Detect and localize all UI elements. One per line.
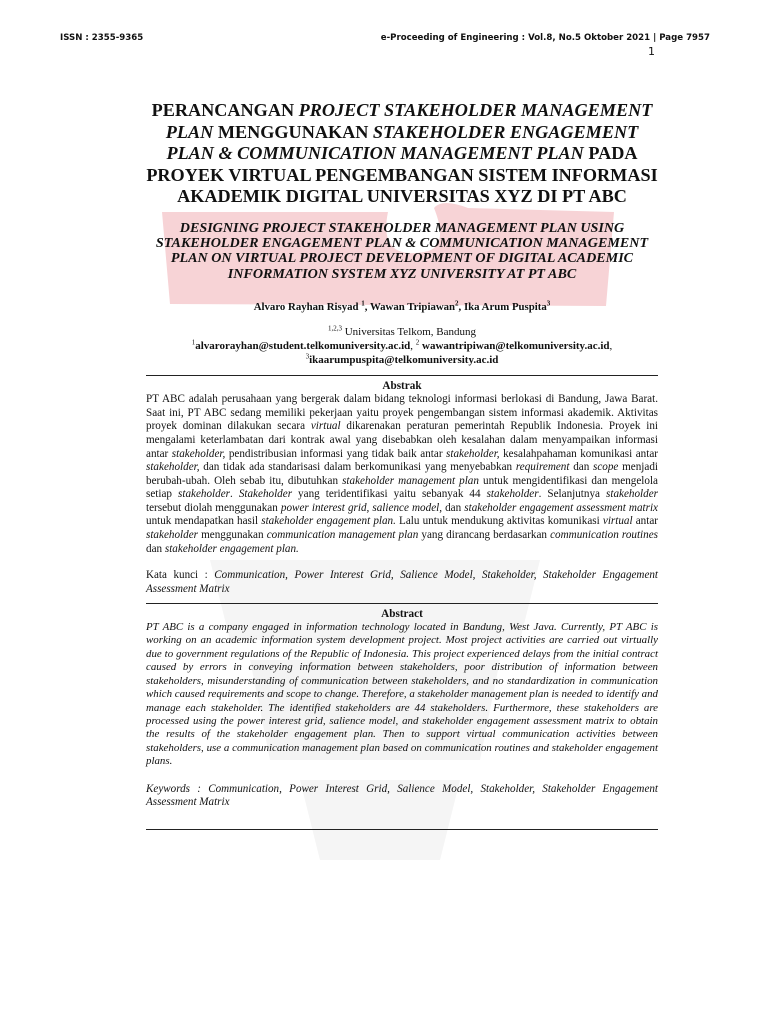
abstract-heading: Abstract xyxy=(381,608,423,621)
divider xyxy=(146,603,658,604)
author-list: Alvaro Rayhan Risyad $^1$, Wawan Tripiawan$^2$, Ika Arum Puspita$^3$ xyxy=(253,299,551,314)
affiliation: $^{1,2,3}$ Universitas Telkom, Bandung xyxy=(327,324,477,339)
issn-label: ISSN : 2355-9365 xyxy=(60,33,144,43)
keywords: Keywords : Communication, Power Interest Grid, Salience Model, Stakeholder, Stakeholder Engagement Assessment Matrix xyxy=(146,782,658,808)
paper-body xyxy=(146,100,658,830)
abstract-body: PT ABC is a company engaged in information technology located in Bandung, West Java. Currently, PT ABC is working on an academic information system development project. Most project activities are carried out virtually due to government regulations of the Republic of Indonesia. This project experienced delays from the initial contract caused by errors in conveying information between stakeholders, poor distribution of information between stakeholders, misunderstanding of communication between stakeholders, and no standardization in communication which caused requirements and scope to change. Therefore, a stakeholder management plan is needed to identify and manage each stakeholder. The identified stakeholders are 44 stakeholders. Furthermore, these stakeholders are processed using the power interest grid, salience model, and stakeholder engagement assessment matrix to obtain the results of the stakeholder engagement plan. Then to support virtual communication activities between stakeholders, use a communication management plan based on communication routines and stakeholder engagement plans. xyxy=(146,621,658,768)
abstrak-heading: Abstrak xyxy=(382,380,422,393)
kata-kunci: Kata kunci : Communication, Power Interest Grid, Salience Model, Stakeholder, Stakeholder Engagement Assessment Matrix xyxy=(146,569,658,595)
journal-citation: e-Proceeding of Engineering : Vol.8, No.5 Oktober 2021 | Page 7957 xyxy=(380,33,710,43)
divider xyxy=(146,375,658,376)
page-number: 1 xyxy=(648,45,655,58)
paper-subtitle-english: DESIGNING PROJECT STAKEHOLDER MANAGEMENT PLAN USING STAKEHOLDER ENGAGEMENT PLAN & COMMUNICATION MANAGEMENT PLAN ON VIRTUAL PROJECT DEVELOPMENT OF DIGITAL ACADEMIC INFORMATION SYSTEM XYZ UNIVERSITY AT PT ABC xyxy=(155,219,649,282)
author-emails: $^1$alvarorayhan@student.telkomuniversity.ac.id, $^2$ wawantripiwan@telkomuniversity.ac.id, $^3$ikaarumpuspita@telkomuniversity.ac.id xyxy=(191,338,613,367)
divider xyxy=(146,829,658,830)
paper-title: PERANCANGAN PROJECT STAKEHOLDER MANAGEMENT PLAN MENGGUNAKAN STAKEHOLDER ENGAGEMENT PLAN & COMMUNICATION MANAGEMENT PLAN PADA PROYEK VIRTUAL PENGEMBANGAN SISTEM INFORMASI AKADEMIK DIGITAL UNIVERSITAS XYZ DI PT ABC xyxy=(146,100,658,206)
abstrak-body: PT ABC adalah perusahaan yang bergerak dalam bidang teknologi informasi berlokasi di Bandung, Jawa Barat. Saat ini, PT ABC sedang memiliki pekerjaan yaitu proyek pengembangan sistem informasi akademik. Aktivitas proyek dominan dilakukan secara virtual dikarenakan peraturan pemerintah Republik Indonesia. Proyek ini mengalami keterlambatan dari kontrak awal yang disebabkan oleh kesalahan dalam menyampaikan informasi antar stakeholder, pendistribusian informasi yang tidak baik antar stakeholder, kesalahpahaman komunikasi antar stakeholder, dan tidak ada standarisasi dalam berkomunikasi yang menyebabkan requirement dan scope menjadi berubah-ubah. Oleh sebab itu, dibutuhkan stakeholder management plan untuk mengidentifikasi dan mengelola setiap stakeholder. Stakeholder yang teridentifikasi yaitu sebanyak 44 stakeholder. Selanjutnya stakeholder tersebut diolah menggunakan power interest grid, salience model, dan stakeholder engagement assessment matrix untuk mendapatkan hasil stakeholder engagement plan. Lalu untuk mendukung aktivitas komunikasi virtual antar stakeholder menggunakan communication management plan yang dirancang berdasarkan communication routines dan stakeholder engagement plan. xyxy=(146,393,659,555)
